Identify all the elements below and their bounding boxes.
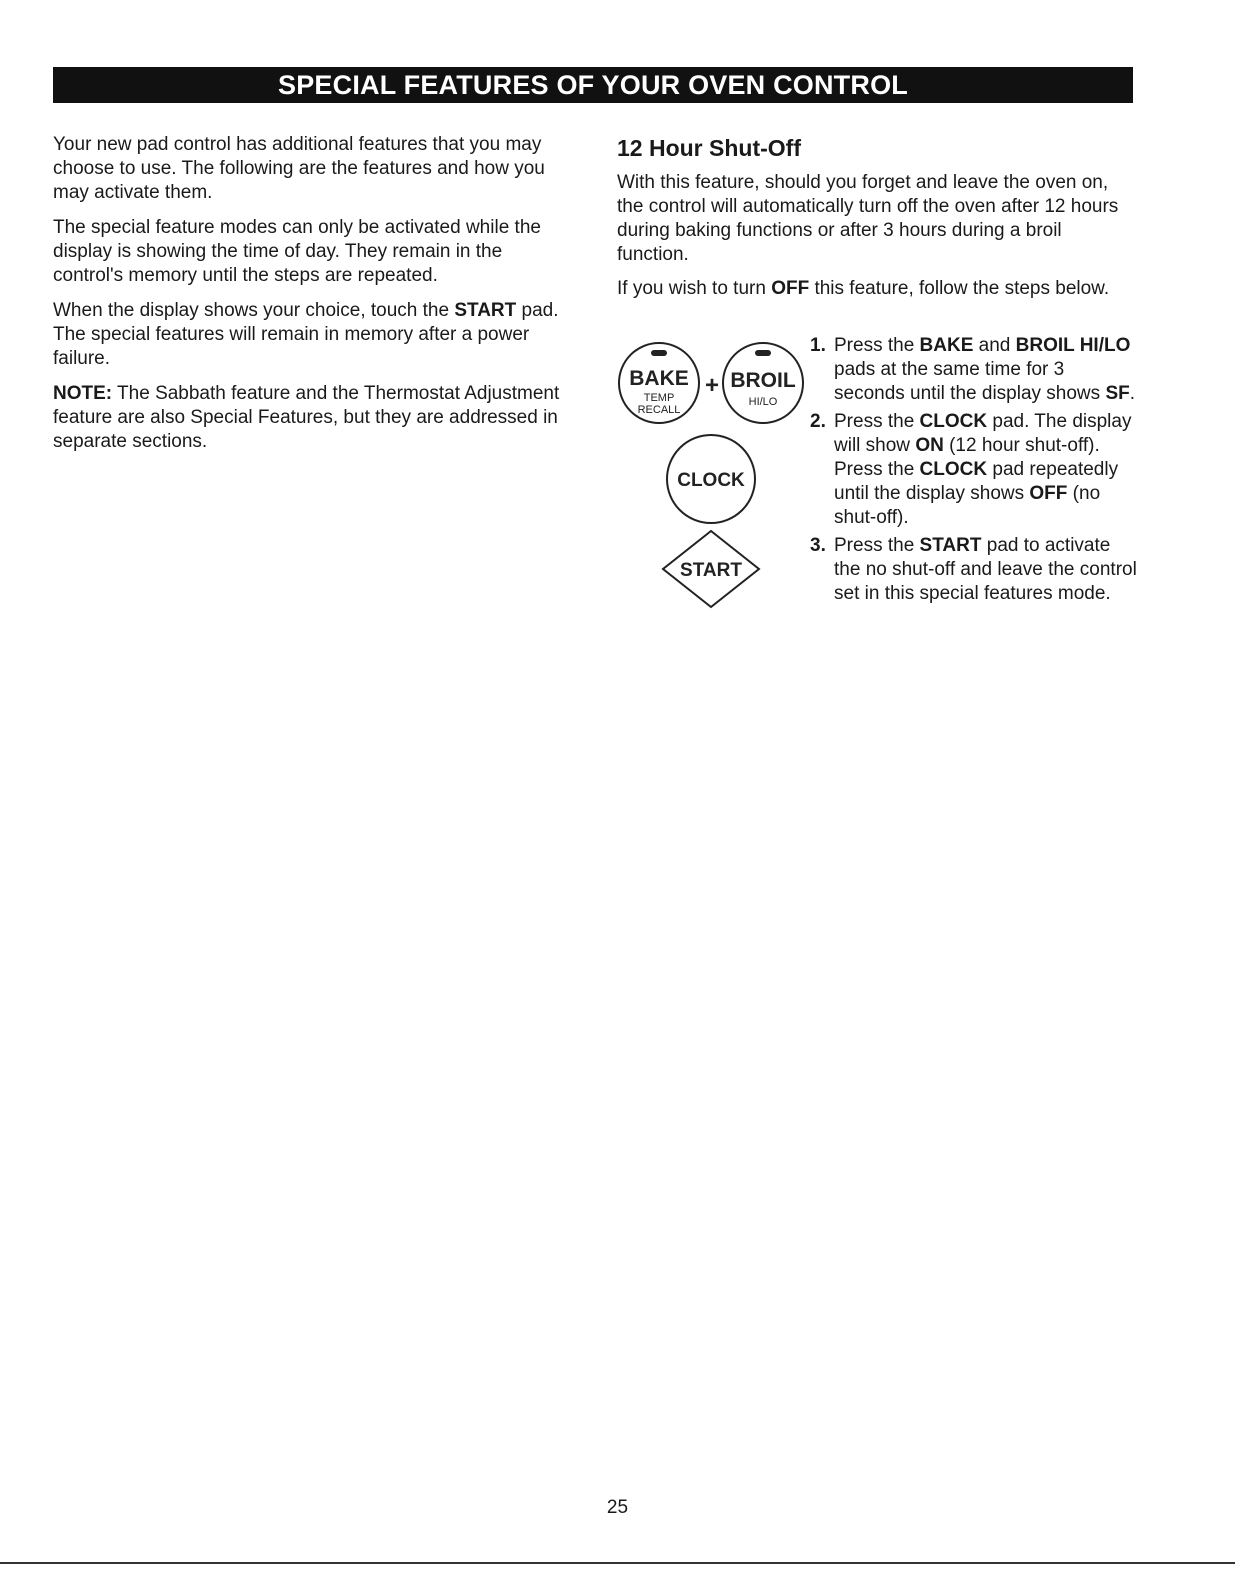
- plus-sign: +: [704, 372, 720, 399]
- step-1-bold-1: BAKE: [919, 335, 974, 356]
- bake-pad-sub-temp: TEMP: [643, 392, 675, 404]
- steps-list: [810, 334, 1140, 610]
- step-2-bold-3: CLOCK: [919, 459, 988, 480]
- start-pad-icon: [663, 531, 759, 607]
- step-2-text-2: pad. The display will show: [834, 411, 1132, 456]
- footer-divider: [0, 1562, 1235, 1564]
- broil-pad-label: BROIL: [730, 369, 796, 392]
- step-3-text-1: Press the: [834, 535, 920, 556]
- note-text: The Sabbath feature and the Thermostat Adjustment feature are also Special Features, but they are addressed in separate sections.: [53, 383, 560, 452]
- step-1-text-4: .: [1129, 383, 1135, 404]
- bake-pad-sub-recall: RECALL: [637, 404, 681, 416]
- note-label: NOTE:: [53, 383, 113, 404]
- step-1-text-1: Press the: [834, 335, 920, 356]
- step-2: [810, 410, 1140, 530]
- clock-pad-label: CLOCK: [677, 470, 745, 491]
- broil-pad-sub: HI/LO: [748, 396, 778, 408]
- step-2-text-5: (no shut-off).: [834, 483, 1101, 528]
- start-pad-label: START: [680, 560, 742, 581]
- step-1-text-2: and: [973, 335, 1016, 356]
- turn-off-text-1: If you wish to turn: [617, 278, 772, 299]
- step-1-bold-3: SF: [1105, 383, 1130, 404]
- shutoff-description: With this feature, should you forget and leave the oven on, the control will automatically turn off the oven after 12 hours during baking functions or after 3 hours during a broil function.: [617, 172, 1119, 265]
- step-1: [810, 334, 1140, 406]
- page-number: 25: [606, 1497, 629, 1518]
- clock-pad-icon: [667, 435, 755, 523]
- control-pad-diagram: [617, 335, 807, 615]
- bake-pad-label: BAKE: [629, 367, 689, 390]
- step-2-text-4: pad repeatedly until the display shows: [834, 459, 1119, 504]
- turn-off-text-2: this feature, follow the steps below.: [809, 278, 1110, 299]
- step-1-text-3: pads at the same time for 3 seconds until the display shows: [834, 359, 1106, 404]
- step-3: [810, 534, 1140, 606]
- step-3-text-2: pad to activate the no shut-off and leave the control set in this special features mode.: [834, 535, 1137, 604]
- activation-paragraph: The special feature modes can only be activated while the display is showing the time of day. They remain in the control's memory until the steps are repeated.: [53, 217, 541, 286]
- start-text-1: When the display shows your choice, touch the: [53, 300, 455, 321]
- section-heading: 12 Hour Shut-Off: [617, 135, 801, 161]
- step-2-bold-1: CLOCK: [919, 411, 988, 432]
- step-2-text-3: (12 hour shut-off). Press the: [834, 435, 1100, 480]
- broil-pad-icon: [723, 343, 803, 423]
- step-3-number: 3.: [810, 535, 826, 556]
- turn-off-bold: OFF: [771, 278, 810, 299]
- start-paragraph: [53, 299, 573, 371]
- step-2-number: 2.: [810, 411, 826, 432]
- right-column: [617, 134, 1137, 311]
- bake-pad-icon: [619, 343, 699, 423]
- intro-paragraph: Your new pad control has additional features that you may choose to use. The following are the features and how you may activate them.: [53, 134, 545, 203]
- start-text-2: pad. The special features will remain in memory after a power failure.: [53, 300, 559, 369]
- step-2-bold-4: OFF: [1029, 483, 1068, 504]
- note-paragraph: [53, 382, 573, 454]
- page-title-banner: SPECIAL FEATURES OF YOUR OVEN CONTROL: [53, 67, 1133, 103]
- step-1-number: 1.: [810, 335, 826, 356]
- step-1-bold-2: BROIL HI/LO: [1015, 335, 1131, 356]
- step-2-text-1: Press the: [834, 411, 920, 432]
- turn-off-paragraph: [617, 277, 1137, 301]
- step-3-bold-1: START: [919, 535, 982, 556]
- step-2-bold-2: ON: [915, 435, 944, 456]
- left-column: [53, 133, 573, 465]
- start-bold: START: [454, 300, 517, 321]
